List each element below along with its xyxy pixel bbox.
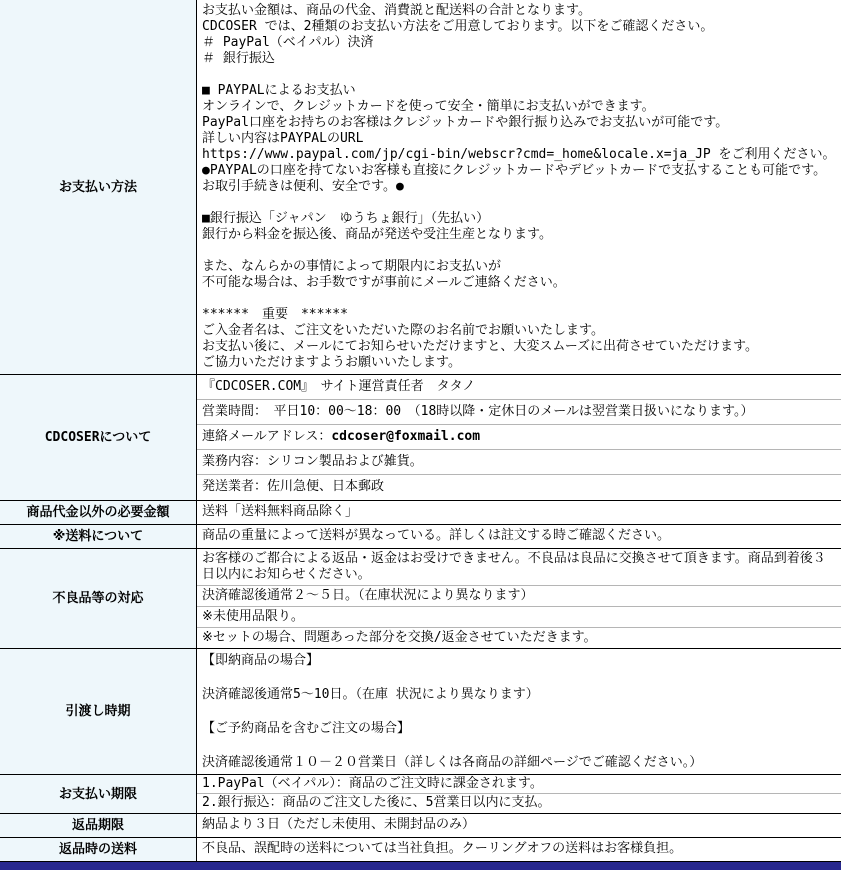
defective-items-line: 決済確認後通常２〜５日。（在庫状況により異なります）: [197, 586, 841, 607]
row-payment-deadline: [0, 775, 841, 814]
payment-method-text-line: ■ PAYPALによるお支払い: [202, 83, 356, 98]
row-return-deadline: [0, 814, 841, 838]
return-shipping-cost-content: [197, 838, 841, 861]
shipping-note-content: [197, 525, 841, 548]
delivery-time-text-line: 【即納商品の場合】: [202, 653, 320, 668]
payment-method-text-line: お支払い金額は、商品の代金、消費説と配送料の合計となります。: [202, 3, 591, 18]
defective-items-line: ※未使用品限り。: [197, 607, 841, 628]
payment-deadline-line: 1.PayPal（ベイパル）：商品のご注文時に課金されます。: [197, 775, 841, 794]
row-header-payment-deadline: お支払い期限: [0, 775, 197, 813]
row-header-extra-fees: 商品代金以外の必要金額: [0, 501, 197, 524]
payment-method-text-line: CDCOSER では、2種類のお支払い方法をご用意しております。以下をご確認ください。: [202, 19, 714, 34]
bottom-section-bar: [0, 862, 841, 870]
payment-method-text-line: 不可能な場合は、お手数ですが事前にメールご連絡ください。: [202, 275, 566, 290]
row-return-shipping-cost: [0, 838, 841, 861]
extra-fees-content: [197, 501, 841, 524]
row-shipping-note: [0, 525, 841, 549]
row-header-return-deadline: 返品期限: [0, 814, 197, 837]
row-header-about-shop: CDCOSERについて: [0, 375, 197, 500]
payment-method-text-line: ■銀行振込「ジャパン ゆうちょ銀行」（先払い）: [202, 211, 490, 226]
delivery-time-text-line: [202, 669, 836, 686]
row-delivery-time: [0, 649, 841, 775]
delivery-time-text-line: [202, 737, 836, 754]
about-site-operator-line: 『CDCOSER.COM』 サイト運営責任者 タタノ: [197, 375, 841, 400]
defective-items-content: [197, 549, 841, 648]
row-payment-method: [0, 0, 841, 375]
return-shipping-cost-text: 不良品、誤配時の送料については当社負担。クーリングオフの送料はお客様負担。: [202, 841, 683, 856]
delivery-time-content: [197, 649, 841, 774]
return-deadline-content: [197, 814, 841, 837]
defective-items-line: ※セットの場合、問題あった部分を交換/返金させていただきます。: [202, 630, 597, 645]
payment-method-text-line: お取引手続きは便利、安全です。●: [202, 179, 404, 194]
payment-method-text-line: ご協力いただけますようお願いいたします。: [202, 355, 461, 370]
delivery-time-text-line: [202, 703, 836, 720]
payment-method-text-line: [202, 67, 836, 83]
payment-method-text-line: ●PAYPALの口座を持てないお客様も直接にクレジットカードやデビットカードで支払することも可能です。: [202, 163, 827, 178]
payment-method-text-line: また、なんらかの事情によって期限内にお支払いが: [202, 259, 502, 274]
about-contact-email-line: [197, 425, 841, 450]
row-defective-items: [0, 549, 841, 649]
row-extra-fees: [0, 501, 841, 525]
payment-method-text-line: ＃ 銀行振込: [202, 51, 275, 66]
payment-deadline-line: 2.銀行振込：商品のご注文した後に、5営業日以内に支払。: [202, 795, 551, 810]
row-about-shop: [0, 375, 841, 501]
payment-method-text-line: 銀行から料金を振込後、商品が発送や受注生産となります。: [202, 227, 552, 242]
payment-method-text-line: [202, 243, 836, 259]
payment-method-text-line: PayPal口座をお持ちのお客様はクレジットカードや銀行振り込みでお支払いが可能です。: [202, 115, 729, 130]
contact-email-label: 連絡メールアドレス：: [202, 429, 332, 444]
payment-deadline-content: [197, 775, 841, 813]
payment-method-text-line: お支払い後に、メールにてお知らせいただけますと、大変スムーズに出荷させていただけます。: [202, 339, 759, 354]
about-shop-content: [197, 375, 841, 500]
row-header-defective-items: 不良品等の対応: [0, 549, 197, 648]
payment-method-text-line: オンラインで、クレジットカードを使って安全・簡単にお支払いができます。: [202, 99, 655, 114]
extra-fees-text: 送料「送料無料商品除く」: [202, 504, 359, 519]
payment-method-text-line: 詳しい内容はPAYPALのURL: [202, 131, 364, 146]
payment-method-text-line: ご入金者名は、ご注文をいただいた際のお名前でお願いいたします。: [202, 323, 604, 338]
payment-method-text-line: [202, 195, 836, 211]
payment-method-text-line: [202, 291, 836, 307]
defective-items-line: お客様のご都合による返品・返金はお受けできません。不良品は良品に交換させて頂きます。商品到着後３日以内にお知らせください。: [197, 549, 841, 586]
payment-method-content: [197, 0, 841, 374]
contact-email-address: cdcoser@foxmail.com: [331, 429, 481, 444]
return-deadline-text: 納品より３日（ただし未使用、未開封品のみ）: [202, 817, 476, 832]
delivery-time-text-line: 決済確認後通常5〜10日。（在庫 状況により異なります）: [202, 687, 539, 702]
delivery-time-text-line: 決済確認後通常１０－２０営業日（詳しくは各商品の詳細ページでご確認ください。）: [202, 755, 703, 770]
row-header-shipping-note: ※送料について: [0, 525, 197, 548]
payment-method-text-line: ****** 重要 ******: [202, 307, 348, 322]
row-header-return-shipping-cost: 返品時の送料: [0, 838, 197, 861]
row-header-payment-method: お支払い方法: [0, 0, 197, 374]
payment-method-text-line: ＃ PayPal（ベイパル）決済: [202, 35, 374, 50]
row-header-delivery-time: 引渡し時期: [0, 649, 197, 774]
shipping-note-text: 商品の重量によって送料が異なっている。詳しくは註文する時ご確認ください。: [202, 528, 671, 543]
delivery-time-text-line: 【ご予約商品を含むご注文の場合】: [202, 721, 411, 736]
about-business-hours-line: 営業時間： 平日10：00〜18：00 （18時以降・定休日のメールは翌営業日扱いになります。）: [197, 400, 841, 425]
about-shipping-carriers-line: 発送業者：佐川急便、日本郵政: [202, 479, 385, 494]
payment-method-text-line: https://www.paypal.com/jp/cgi-bin/webscr?cmd=_home&locale.x=ja_JP をご利用ください。: [202, 147, 836, 162]
about-business-description-line: 業務内容：シリコン製品および雑貨。: [197, 450, 841, 475]
